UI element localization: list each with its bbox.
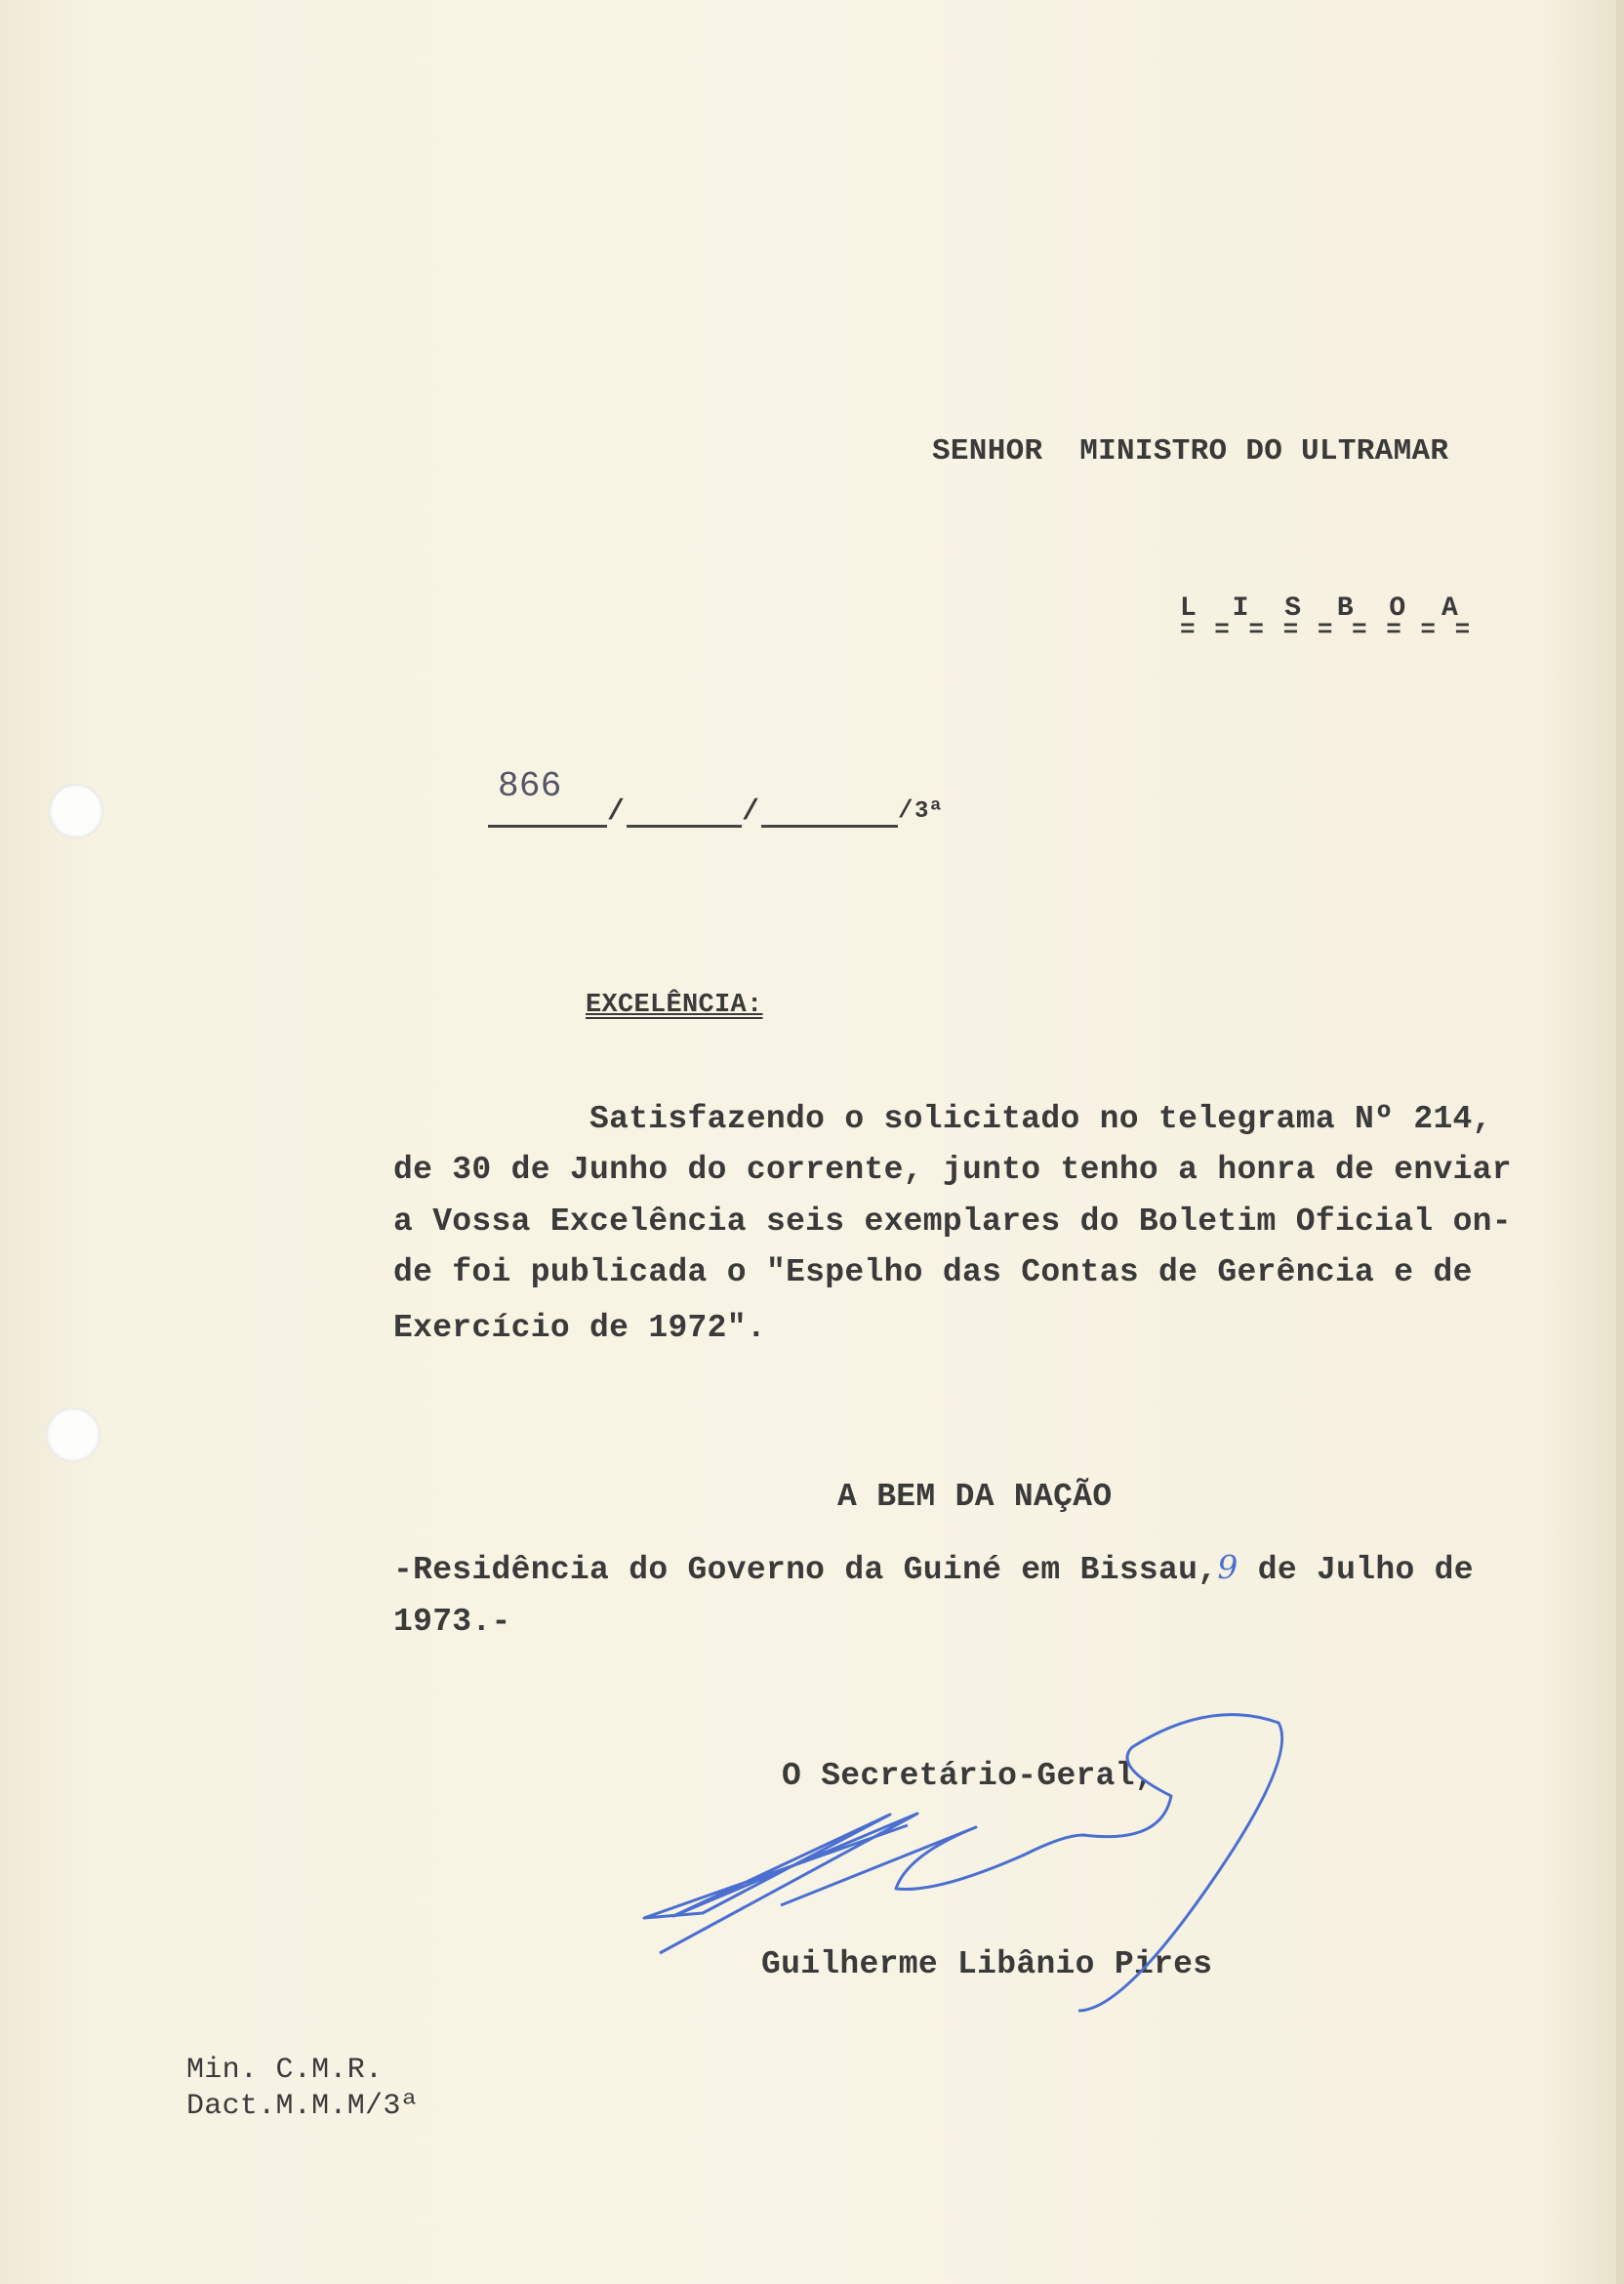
reference-suffix: 3ª (914, 798, 944, 825)
place-date-line: -Residência do Governo da Guiné em Bissau,9 de Julho de (393, 1548, 1474, 1588)
city-double-underline: = = = = = = = = = (1180, 615, 1473, 644)
body-line: a Vossa Excelência seis exemplares do Boletim Oficial on- (393, 1203, 1512, 1240)
footer-line: Dact.M.M.M/3ª (186, 2090, 419, 2123)
footer-line: Min. C.M.R. (186, 2054, 384, 2087)
signatory-title: O Secretário-Geral, (782, 1758, 1155, 1794)
body-line: de foi publicada o "Espelho das Contas de Gerência e de (393, 1254, 1473, 1290)
salutation: EXCELÊNCIA: (586, 991, 763, 1020)
body-line: de 30 de Junho do corrente, junto tenho a honra de enviar (393, 1152, 1512, 1188)
closing: A BEM DA NAÇÃO (837, 1479, 1113, 1515)
body-line: Exercício de 1972". (393, 1310, 766, 1346)
place-date-year: 1973.- (393, 1604, 511, 1640)
handwritten-day: 9 (1217, 1548, 1238, 1586)
addressee: SENHOR MINISTRO DO ULTRAMAR (932, 434, 1449, 469)
reference-number: 866 (498, 766, 562, 806)
signatory-name: Guilherme Libânio Pires (761, 1946, 1213, 1982)
body-line: Satisfazendo o solicitado no telegrama Nº 214, (589, 1101, 1492, 1137)
city: L I S B O A (1180, 593, 1468, 624)
